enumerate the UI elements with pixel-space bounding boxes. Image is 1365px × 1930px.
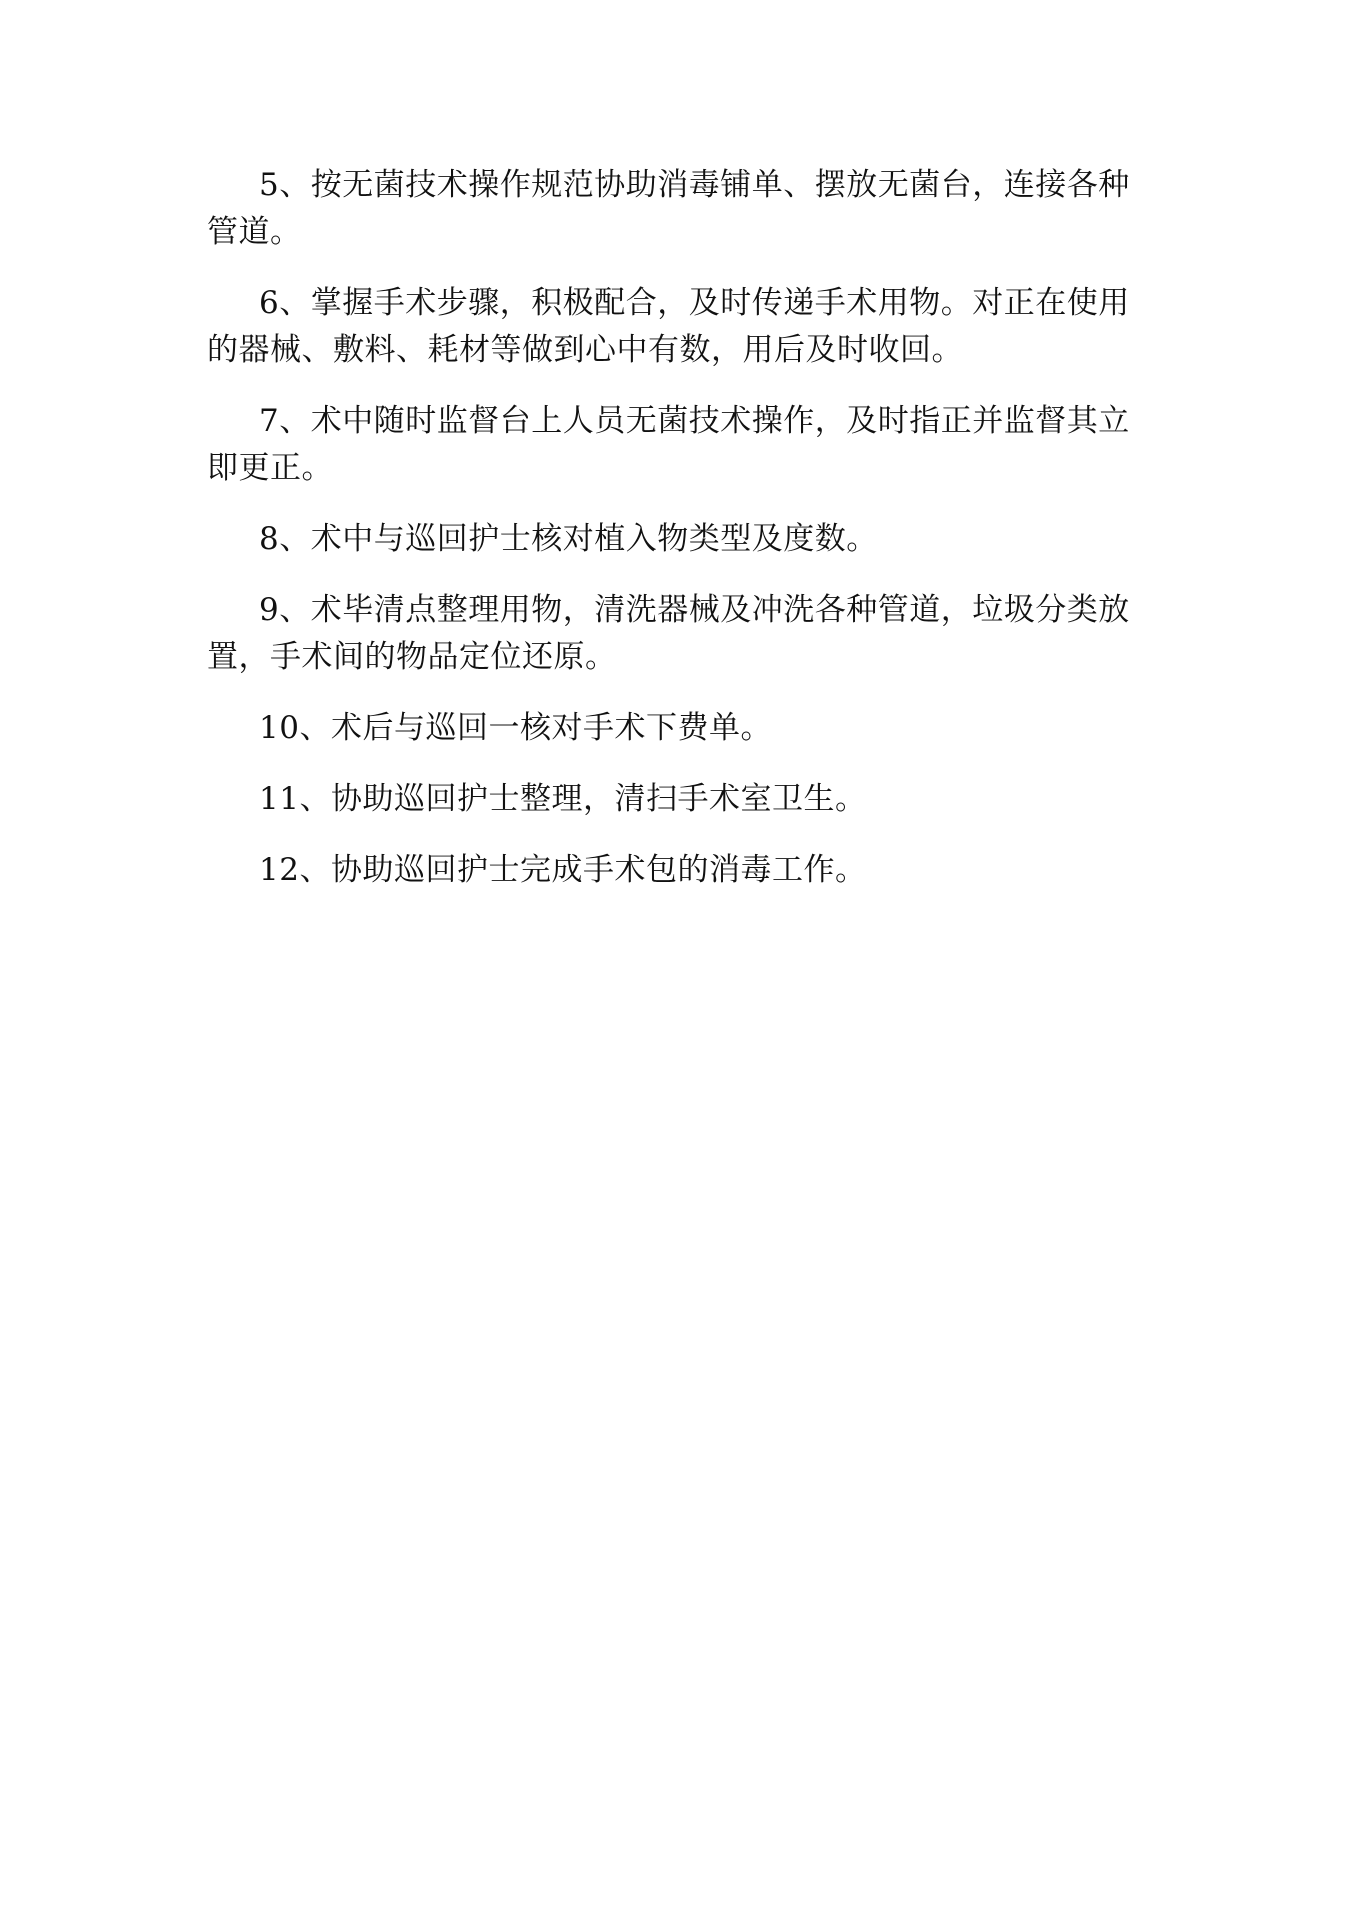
paragraph-item-12: 12、协助巡回护士完成手术包的消毒工作。: [259, 852, 867, 888]
paragraph-item-10: 10、术后与巡回一核对手术下费单。: [259, 710, 772, 746]
paragraph-item-9: 9、术毕清点整理用物，清洗器械及冲洗各种管道，垃圾分类放置，手术间的物品定位还原。: [207, 592, 1130, 675]
paragraph-item-5: 5、按无菌技术操作规范协助消毒铺单、摆放无菌台，连接各种管道。: [207, 167, 1130, 250]
paragraph-item-6: 6、掌握手术步骤，积极配合，及时传递手术用物。对正在使用的器械、敷料、耗材等做到心中有数，用后及时收回。: [207, 285, 1130, 368]
document-body: [207, 162, 1142, 918]
paragraph-item-11: 11、协助巡回护士整理，清扫手术室卫生。: [259, 781, 867, 817]
paragraph-item-7: 7、术中随时监督台上人员无菌技术操作，及时指正并监督其立即更正。: [207, 403, 1130, 486]
paragraph-item-8: 8、术中与巡回护士核对植入物类型及度数。: [259, 521, 878, 557]
